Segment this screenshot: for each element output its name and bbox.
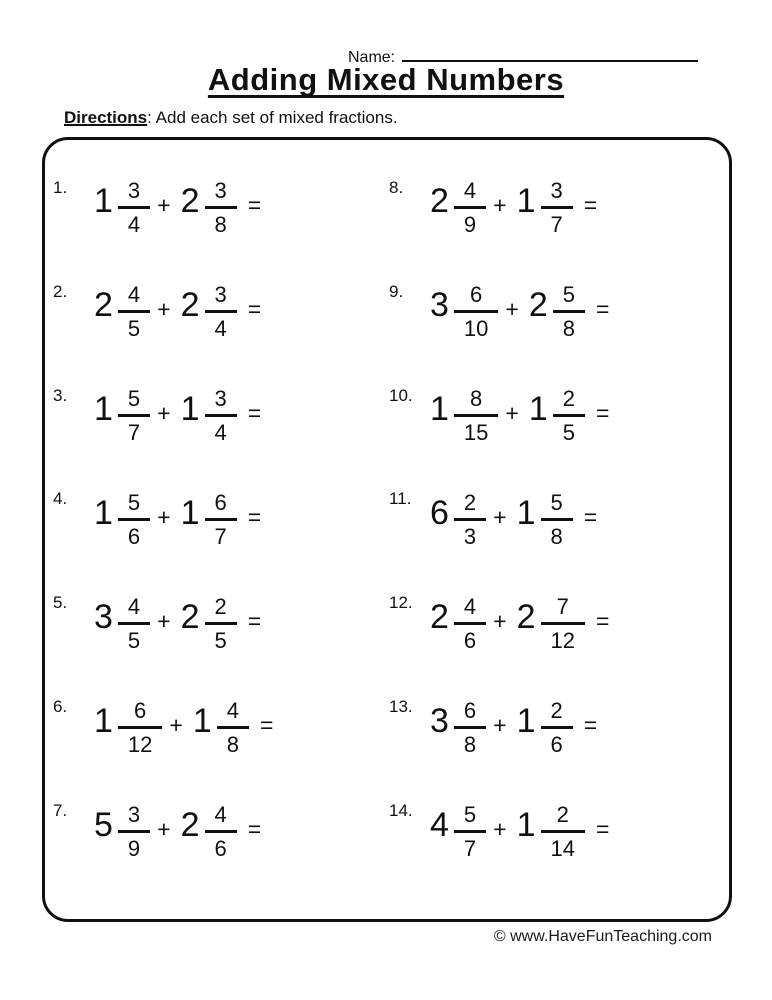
fraction-numerator: 6	[454, 282, 498, 313]
fraction-numerator: 3	[118, 802, 150, 833]
problem-number: 6.	[53, 697, 68, 717]
fraction-numerator: 5	[553, 282, 585, 313]
fraction-denominator: 5	[214, 627, 227, 653]
whole-number-second: 2	[180, 597, 200, 636]
title-wrap	[0, 62, 772, 98]
whole-number-first: 1	[94, 390, 113, 429]
whole-number-first: 3	[94, 597, 113, 636]
fraction-numerator: 6	[205, 490, 237, 521]
fraction-second	[205, 178, 237, 237]
problem-number: 12.	[389, 593, 413, 613]
fraction-first	[118, 178, 150, 237]
fraction-first	[454, 594, 486, 653]
fraction-denominator: 6	[127, 523, 141, 549]
fraction-second	[205, 386, 237, 445]
problem-number: 14.	[389, 801, 413, 821]
fraction-second	[541, 178, 573, 237]
problem-number: 10.	[389, 385, 413, 405]
problem-row	[387, 468, 723, 572]
plus-sign: +	[157, 400, 171, 427]
fraction-denominator: 7	[550, 212, 563, 238]
whole-number-first: 6	[430, 493, 449, 532]
whole-number-second: 2	[516, 597, 536, 636]
plus-sign: +	[157, 607, 171, 634]
fraction-numerator: 5	[118, 490, 150, 521]
problem-row	[51, 364, 387, 468]
problem-row	[51, 260, 387, 364]
whole-number-first: 1	[94, 701, 113, 740]
fraction-first	[118, 698, 162, 757]
equals-sign: =	[247, 296, 262, 323]
equals-sign: =	[583, 192, 598, 219]
fraction-second	[541, 802, 585, 861]
equals-sign: =	[247, 607, 262, 634]
fraction-second	[541, 594, 585, 653]
fraction-denominator: 12	[550, 627, 576, 653]
fraction-denominator: 9	[127, 835, 141, 861]
problem-number: 13.	[389, 697, 413, 717]
plus-sign: +	[493, 711, 507, 738]
problem-row	[387, 779, 723, 883]
fraction-second	[205, 802, 237, 861]
fraction-second	[205, 594, 237, 653]
whole-number-second: 1	[180, 493, 200, 532]
fraction-numerator: 6	[454, 698, 486, 729]
whole-number-second: 2	[528, 286, 548, 325]
equals-sign: =	[596, 607, 610, 634]
fraction-denominator: 5	[127, 316, 141, 342]
plus-sign: +	[493, 815, 507, 842]
footer-copyright: © www.HaveFunTeaching.com	[493, 928, 712, 945]
fraction-denominator: 10	[463, 316, 489, 342]
whole-number-second: 1	[516, 182, 536, 221]
fraction-denominator: 6	[214, 835, 227, 861]
problem-row	[51, 156, 387, 260]
fraction-numerator: 5	[541, 490, 573, 521]
problem-row	[387, 675, 723, 779]
fraction-denominator: 7	[214, 523, 227, 549]
fraction-numerator: 2	[541, 698, 573, 729]
equals-sign: =	[596, 400, 610, 427]
fraction-numerator: 6	[118, 698, 162, 729]
problem-row	[387, 364, 723, 468]
problem-number: 3.	[53, 385, 68, 405]
equals-sign: =	[247, 192, 262, 219]
fraction-denominator: 8	[550, 523, 563, 549]
name-blank-line	[402, 46, 698, 62]
fraction-second	[205, 490, 237, 549]
equals-sign: =	[596, 296, 610, 323]
fraction-denominator: 4	[127, 212, 141, 238]
plus-sign: +	[493, 192, 507, 219]
problem-number: 8.	[389, 177, 404, 197]
fraction-denominator: 8	[562, 316, 576, 342]
fraction-numerator: 2	[205, 594, 237, 625]
whole-number-second: 1	[180, 390, 200, 429]
problem-row	[51, 468, 387, 572]
fraction-denominator: 8	[463, 731, 477, 757]
fraction-second	[541, 698, 573, 757]
plus-sign: +	[493, 503, 507, 530]
name-label: Name:	[348, 49, 396, 66]
fraction-denominator: 12	[127, 731, 153, 757]
fraction-first	[118, 802, 150, 861]
fraction-second	[553, 282, 585, 341]
whole-number-first: 3	[430, 286, 449, 325]
fraction-numerator: 4	[454, 178, 486, 209]
fraction-numerator: 4	[118, 594, 150, 625]
problem-row	[387, 156, 723, 260]
plus-sign: +	[157, 192, 171, 219]
plus-sign: +	[157, 815, 171, 842]
problem-row	[51, 675, 387, 779]
whole-number-first: 2	[430, 182, 449, 221]
fraction-numerator: 2	[553, 386, 585, 417]
fraction-numerator: 5	[454, 802, 486, 833]
fraction-first	[454, 490, 486, 549]
equals-sign: =	[247, 503, 262, 530]
whole-number-second: 1	[516, 701, 536, 740]
fraction-numerator: 3	[205, 282, 237, 313]
fraction-first	[454, 802, 486, 861]
problem-number: 5.	[53, 593, 68, 613]
equals-sign: =	[583, 503, 598, 530]
fraction-denominator: 5	[127, 627, 141, 653]
fraction-second	[217, 698, 249, 757]
plus-sign: +	[505, 400, 519, 427]
whole-number-first: 2	[430, 597, 449, 636]
fraction-numerator: 3	[118, 178, 150, 209]
fraction-numerator: 7	[541, 594, 585, 625]
problem-row	[387, 571, 723, 675]
whole-number-second: 2	[180, 182, 200, 221]
problem-number: 11.	[389, 489, 412, 509]
whole-number-first: 1	[94, 182, 113, 221]
problem-row	[51, 571, 387, 675]
fraction-numerator: 5	[118, 386, 150, 417]
fraction-denominator: 6	[463, 627, 477, 653]
equals-sign: =	[247, 400, 262, 427]
fraction-first	[454, 386, 498, 445]
fraction-denominator: 15	[463, 420, 489, 446]
plus-sign: +	[169, 711, 183, 738]
fraction-first	[118, 490, 150, 549]
fraction-first	[454, 698, 486, 757]
problems-column-left	[51, 156, 387, 883]
fraction-denominator: 4	[214, 420, 227, 446]
whole-number-second: 2	[180, 805, 200, 844]
plus-sign: +	[157, 503, 171, 530]
equals-sign: =	[583, 711, 598, 738]
fraction-denominator: 8	[226, 731, 240, 757]
fraction-second	[205, 282, 237, 341]
plus-sign: +	[493, 607, 507, 634]
whole-number-second: 1	[192, 701, 212, 740]
problem-row	[387, 260, 723, 364]
directions-label: Directions	[64, 108, 148, 127]
whole-number-second: 1	[528, 390, 548, 429]
whole-number-first: 4	[430, 805, 449, 844]
fraction-denominator: 7	[463, 835, 477, 861]
fraction-numerator: 2	[541, 802, 585, 833]
whole-number-second: 1	[516, 493, 536, 532]
whole-number-first: 3	[430, 701, 449, 740]
problem-number: 1.	[53, 177, 68, 197]
equals-sign: =	[260, 711, 274, 738]
fraction-denominator: 7	[127, 420, 141, 446]
fraction-first	[118, 594, 150, 653]
fraction-second	[553, 386, 585, 445]
problem-number: 2.	[53, 281, 68, 301]
problem-number: 7.	[53, 801, 68, 821]
page-title: Adding Mixed Numbers	[207, 62, 565, 97]
fraction-numerator: 3	[205, 178, 237, 209]
fraction-denominator: 6	[550, 731, 563, 757]
whole-number-second: 2	[180, 286, 200, 325]
fraction-denominator: 14	[550, 835, 576, 861]
whole-number-first: 1	[94, 493, 113, 532]
whole-number-first: 2	[94, 286, 113, 325]
problem-row	[51, 779, 387, 883]
fraction-numerator: 8	[454, 386, 498, 417]
equals-sign: =	[247, 815, 262, 842]
whole-number-first: 1	[430, 390, 449, 429]
fraction-numerator: 4	[118, 282, 150, 313]
fraction-numerator: 4	[454, 594, 486, 625]
fraction-first	[118, 282, 150, 341]
fraction-denominator: 8	[214, 212, 227, 238]
whole-number-first: 5	[94, 805, 113, 844]
plus-sign: +	[157, 296, 171, 323]
directions	[64, 108, 398, 128]
fraction-numerator: 4	[205, 802, 237, 833]
problems-box	[42, 137, 732, 922]
fraction-second	[541, 490, 573, 549]
problem-number: 9.	[389, 281, 404, 301]
directions-text: : Add each set of mixed fractions.	[147, 108, 398, 127]
plus-sign: +	[505, 296, 519, 323]
fraction-denominator: 3	[463, 523, 477, 549]
fraction-first	[454, 178, 486, 237]
fraction-numerator: 2	[454, 490, 486, 521]
fraction-denominator: 5	[562, 420, 576, 446]
whole-number-second: 1	[516, 805, 536, 844]
fraction-first	[454, 282, 498, 341]
fraction-numerator: 3	[205, 386, 237, 417]
fraction-numerator: 4	[217, 698, 249, 729]
equals-sign: =	[596, 815, 610, 842]
fraction-first	[118, 386, 150, 445]
fraction-numerator: 3	[541, 178, 573, 209]
problems-column-right	[387, 156, 723, 883]
fraction-denominator: 4	[214, 316, 227, 342]
problem-number: 4.	[53, 489, 68, 509]
fraction-denominator: 9	[463, 212, 477, 238]
